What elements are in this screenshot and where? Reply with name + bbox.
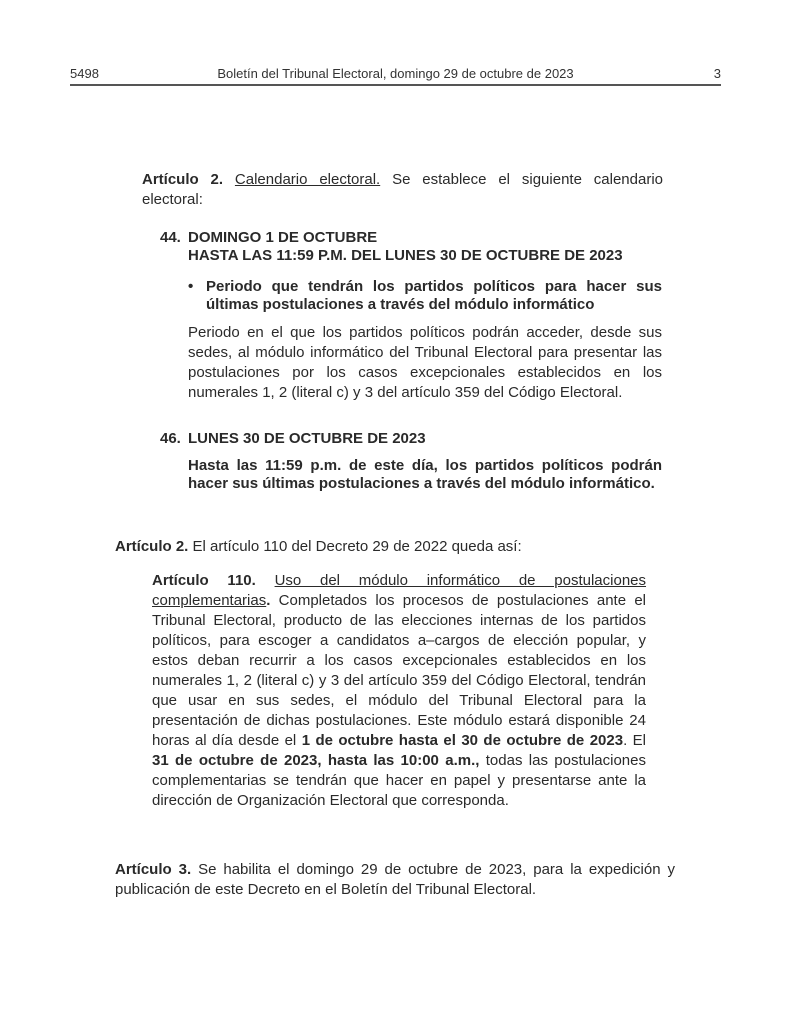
calendar-item-44-description: Periodo en el que los partidos políticos podrán acceder, desde sus sedes, al módulo informático del Tribunal Electoral para presentar las postulaciones por los casos excepcionales establecidos en los numerales 1, 2 (literal c) y 3 del artículo 359 del Código Electoral.: [188, 324, 662, 401]
article-text: El artículo 110 del Decreto 29 de 2022 queda así:: [188, 538, 522, 555]
page-header: [70, 64, 721, 86]
heading-period: .: [266, 592, 271, 609]
article-label: Artículo 2.: [115, 538, 189, 555]
page-number: 3: [713, 66, 721, 81]
bullet-icon: •: [188, 278, 194, 295]
item-number: 44.: [160, 229, 181, 246]
bullet-text: Periodo que tendrán los partidos políticos para hacer sus últimas postulaciones a través del módulo informático: [206, 278, 662, 313]
article-text: Se habilita el domingo 29 de octubre de 2023, para la expedición y publicación de este Decreto en el Boletín del Tribunal Electoral.: [115, 861, 675, 898]
item-number: 46.: [160, 430, 181, 447]
article-2-amendment: [115, 537, 675, 557]
article-3: [115, 860, 675, 900]
item-date-line-1: DOMINGO 1 DE OCTUBRE: [188, 229, 378, 246]
paper-deadline: 31 de octubre de 2023, hasta las 10:00 a.m.,: [152, 752, 480, 769]
article-label: Artículo 2.: [142, 171, 224, 188]
calendar-item-44-heading: [160, 229, 670, 265]
article-label: Artículo 110.: [152, 572, 256, 589]
item-date-line-2: HASTA LAS 11:59 P.M. DEL LUNES 30 DE OCTUBRE DE 2023: [188, 247, 623, 264]
article-text: . El: [623, 732, 646, 749]
header-title: Boletín del Tribunal Electoral, domingo 29 de octubre de 2023: [217, 66, 574, 81]
calendar-item-46-heading: [160, 430, 670, 448]
article-heading: Uso del módulo informático de postulaciones complementarias: [152, 572, 647, 609]
calendar-item-46-description: Hasta las 11:59 p.m. de este día, los partidos políticos podrán hacer sus últimas postulaciones a través del módulo informático.: [188, 457, 662, 492]
gazette-page-number: 5498: [70, 66, 99, 81]
article-text: Completados los procesos de postulaciones ante el Tribunal Electoral, producto de las elecciones internas de los partidos políticos, para escoger a candidatos a–cargos de elección popular, y estos deban recurrir a los casos excepcionales establecidos en los numerales 1, 2 (literal c) y 3 del artículo 359 del Código Electoral, tendrán que usar en sus sedes, el módulo del Tribunal Electoral para la presentación de dichas postulaciones. Este módulo estará disponible 24 horas al día desde el: [152, 592, 646, 749]
item-date-line-1: LUNES 30 DE OCTUBRE DE 2023: [188, 430, 426, 447]
availability-dates: 1 de octubre hasta el 30 de octubre de 2023: [301, 732, 624, 749]
article-heading: Calendario electoral.: [234, 171, 381, 188]
article-110: [152, 571, 646, 811]
article-text: Se establece el siguiente calendario electoral:: [142, 171, 663, 208]
article-label: Artículo 3.: [115, 861, 192, 878]
article-text: todas las postulaciones complementarias se tendrán que hacer en papel y presentarse ante la dirección de Organización Electoral que corresponda.: [152, 752, 646, 809]
article-2-calendar-intro: [142, 170, 663, 210]
